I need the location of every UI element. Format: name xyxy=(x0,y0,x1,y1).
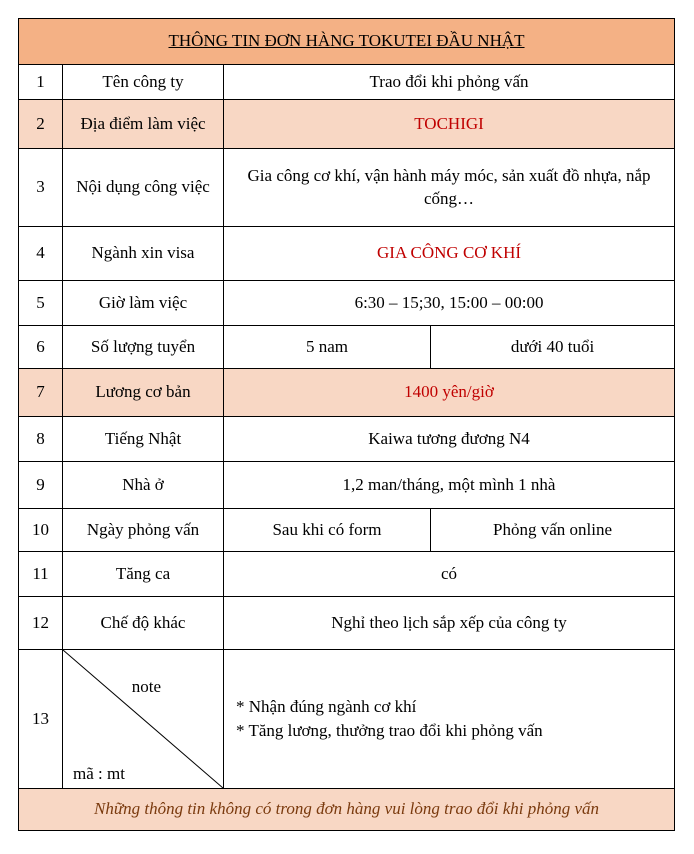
row-value: Kaiwa tương đương N4 xyxy=(224,417,675,462)
row-number: 1 xyxy=(19,65,63,100)
row-label: Tăng ca xyxy=(63,552,224,597)
row-number: 6 xyxy=(19,326,63,369)
order-info-table xyxy=(18,18,675,831)
table-row xyxy=(19,552,675,597)
notes-cell xyxy=(224,650,675,789)
row-value: 1400 yên/giờ xyxy=(224,369,675,417)
table-row xyxy=(19,227,675,281)
row-number: 3 xyxy=(19,149,63,227)
row-value: Nghỉ theo lịch sắp xếp của công ty xyxy=(224,597,675,650)
row-label: Ngành xin visa xyxy=(63,227,224,281)
footer-note: Những thông tin không có trong đơn hàng vui lòng trao đổi khi phỏng vấn xyxy=(19,789,675,831)
row-label: Địa điểm làm việc xyxy=(63,100,224,149)
row-label: Nhà ở xyxy=(63,462,224,509)
row-number: 7 xyxy=(19,369,63,417)
note-label: note xyxy=(131,677,161,696)
table-title: THÔNG TIN ĐƠN HÀNG TOKUTEI ĐẦU NHẬT xyxy=(19,19,675,65)
row-number: 5 xyxy=(19,281,63,326)
table-row xyxy=(19,149,675,227)
row-value: 1,2 man/tháng, một mình 1 nhà xyxy=(224,462,675,509)
table-row xyxy=(19,462,675,509)
row-number: 13 xyxy=(19,650,63,789)
row-value-b: dưới 40 tuổi xyxy=(431,326,675,369)
table-row xyxy=(19,650,675,789)
row-number: 2 xyxy=(19,100,63,149)
row-number: 10 xyxy=(19,509,63,552)
row-value: GIA CÔNG CƠ KHÍ xyxy=(224,227,675,281)
row-value-a: 5 nam xyxy=(224,326,431,369)
row-value: 6:30 – 15;30, 15:00 – 00:00 xyxy=(224,281,675,326)
diagonal-header-cell xyxy=(63,650,224,789)
note-item: * Nhận đúng ngành cơ khí xyxy=(236,696,417,716)
row-value-a: Sau khi có form xyxy=(224,509,431,552)
table-row xyxy=(19,281,675,326)
row-label: Giờ làm việc xyxy=(63,281,224,326)
row-value-b: Phỏng vấn online xyxy=(431,509,675,552)
row-value: có xyxy=(224,552,675,597)
row-number: 4 xyxy=(19,227,63,281)
row-label: Chế độ khác xyxy=(63,597,224,650)
row-value: Gia công cơ khí, vận hành máy móc, sản xuất đồ nhựa, nắp cống… xyxy=(224,149,675,227)
table-row xyxy=(19,369,675,417)
table-row xyxy=(19,597,675,650)
row-label: Số lượng tuyển xyxy=(63,326,224,369)
row-number: 9 xyxy=(19,462,63,509)
row-label: Tên công ty xyxy=(63,65,224,100)
row-label: Lương cơ bản xyxy=(63,369,224,417)
row-label: Nội dụng công việc xyxy=(63,149,224,227)
note-item: * Tăng lương, thưởng trao đổi khi phỏng vấn xyxy=(236,721,543,740)
table-row xyxy=(19,509,675,552)
table-row xyxy=(19,100,675,149)
row-value: Trao đổi khi phỏng vấn xyxy=(224,65,675,100)
row-number: 11 xyxy=(19,552,63,597)
row-label: Ngày phỏng vấn xyxy=(63,509,224,552)
row-value: TOCHIGI xyxy=(224,100,675,149)
row-number: 12 xyxy=(19,597,63,650)
row-number: 8 xyxy=(19,417,63,462)
table-row xyxy=(19,326,675,369)
code-label: mã : mt xyxy=(73,763,125,783)
table-row xyxy=(19,65,675,100)
table-row xyxy=(19,417,675,462)
row-label: Tiếng Nhật xyxy=(63,417,224,462)
